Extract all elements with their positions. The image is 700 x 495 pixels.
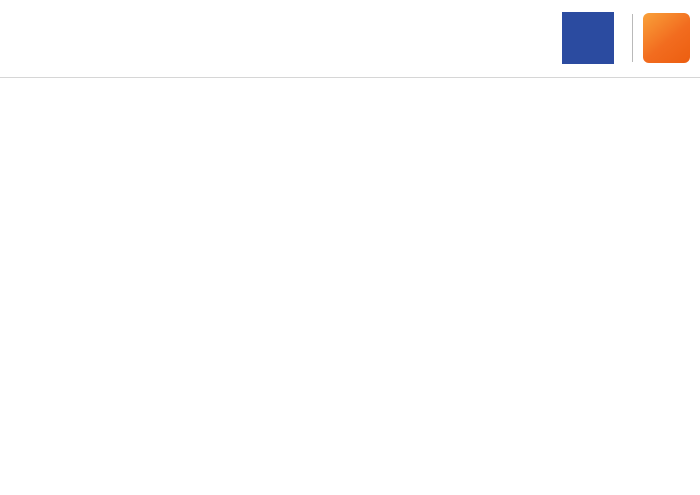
- aeb-logo: [562, 12, 622, 64]
- header: [0, 0, 700, 78]
- aeb-logo-square: [562, 12, 614, 64]
- gfk-logo: [643, 13, 690, 63]
- logos: [562, 12, 690, 64]
- logo-divider: [632, 14, 633, 62]
- bar-chart: [10, 89, 700, 95]
